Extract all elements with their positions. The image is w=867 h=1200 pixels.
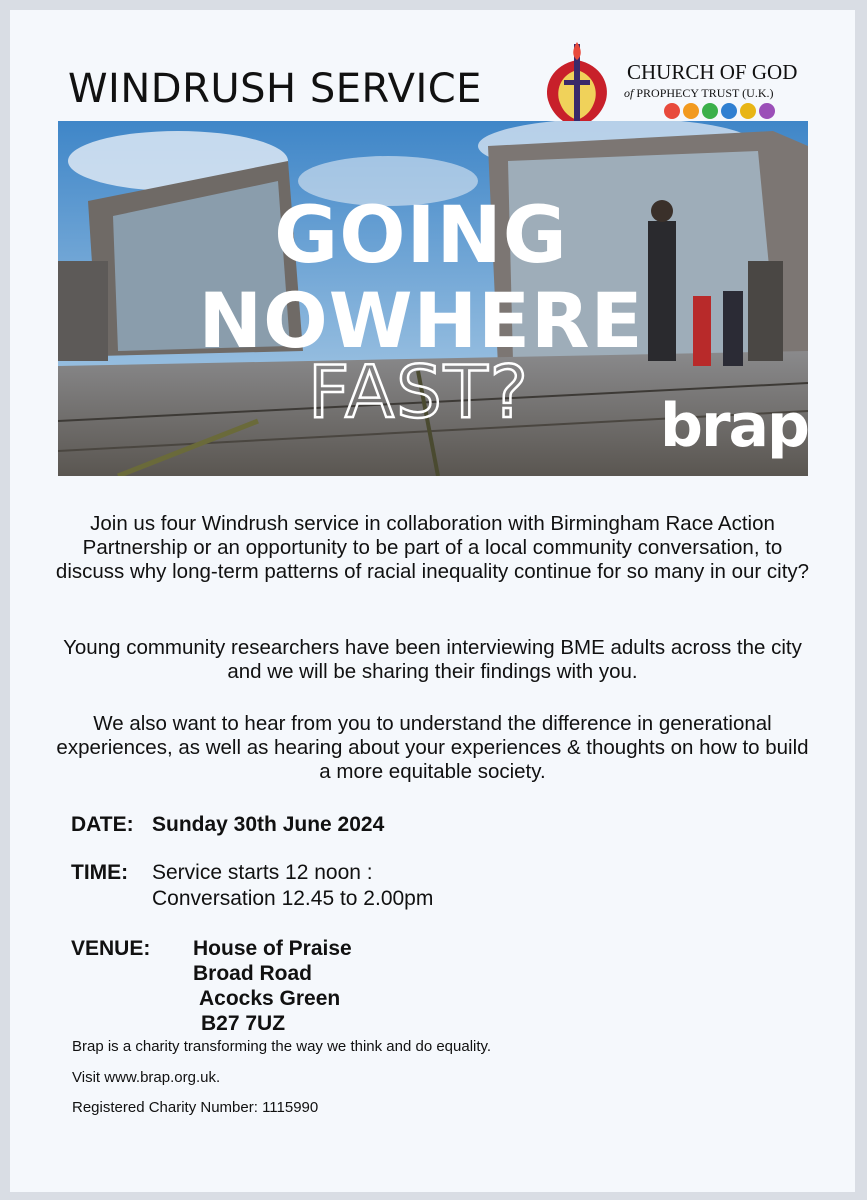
time-service: Service starts 12 noon : [152,861,373,884]
venue-line: Broad Road [193,962,313,985]
church-subtitle: of PROPHECY TRUST (U.K.) [624,86,774,100]
logo-dot [759,103,775,119]
venue-line: B27 7UZ [201,1012,286,1035]
logo-dot [683,103,699,119]
intro-paragraph: Join us four Windrush service in collaboration with Birmingham Race Action Partnership or an opportunity to be part of a local community conversation, to discuss why long-term patterns of racial inequality continue for so many in our city? [55,512,810,583]
date-value: Sunday 30th June 2024 [152,813,385,836]
time-label: TIME: [71,861,129,884]
logo-dot [721,103,737,119]
venue-line: House of Praise [193,937,352,960]
logo-dot [702,103,718,119]
charity-statement: Brap is a charity transforming the way we think and do equality. [72,1038,492,1055]
venue-label: VENUE: [71,937,151,960]
hero-line-nowhere: NOWHERE [198,276,644,365]
hero-line-going: GOING [274,191,568,281]
hero-banner [58,121,808,476]
church-name: CHURCH OF GOD [627,60,798,84]
flyer-page [10,10,855,1192]
researchers-paragraph: Young community researchers have been interviewing BME adults across the city and we will be sharing their findings with you. [63,636,802,683]
logo-dot [740,103,756,119]
venue-line: Acocks Green [199,987,341,1010]
hear-from-you-paragraph: We also want to hear from you to understand the difference in generational experiences, as well as hearing about your experiences & thoughts on how to build a more equitable society. [56,712,809,783]
logo-dots [664,103,775,119]
time-conversation: Conversation 12.45 to 2.00pm [152,887,434,910]
date-label: DATE: [71,813,134,836]
brap-logo: brap [660,391,808,461]
logo-dot [664,103,680,119]
charity-number: Registered Charity Number: 1115990 [72,1099,319,1116]
page-title: WINDRUSH SERVICE [68,66,482,112]
hero-line-fast: FAST? [308,350,530,434]
website-text: Visit www.brap.org.uk. [72,1069,221,1086]
